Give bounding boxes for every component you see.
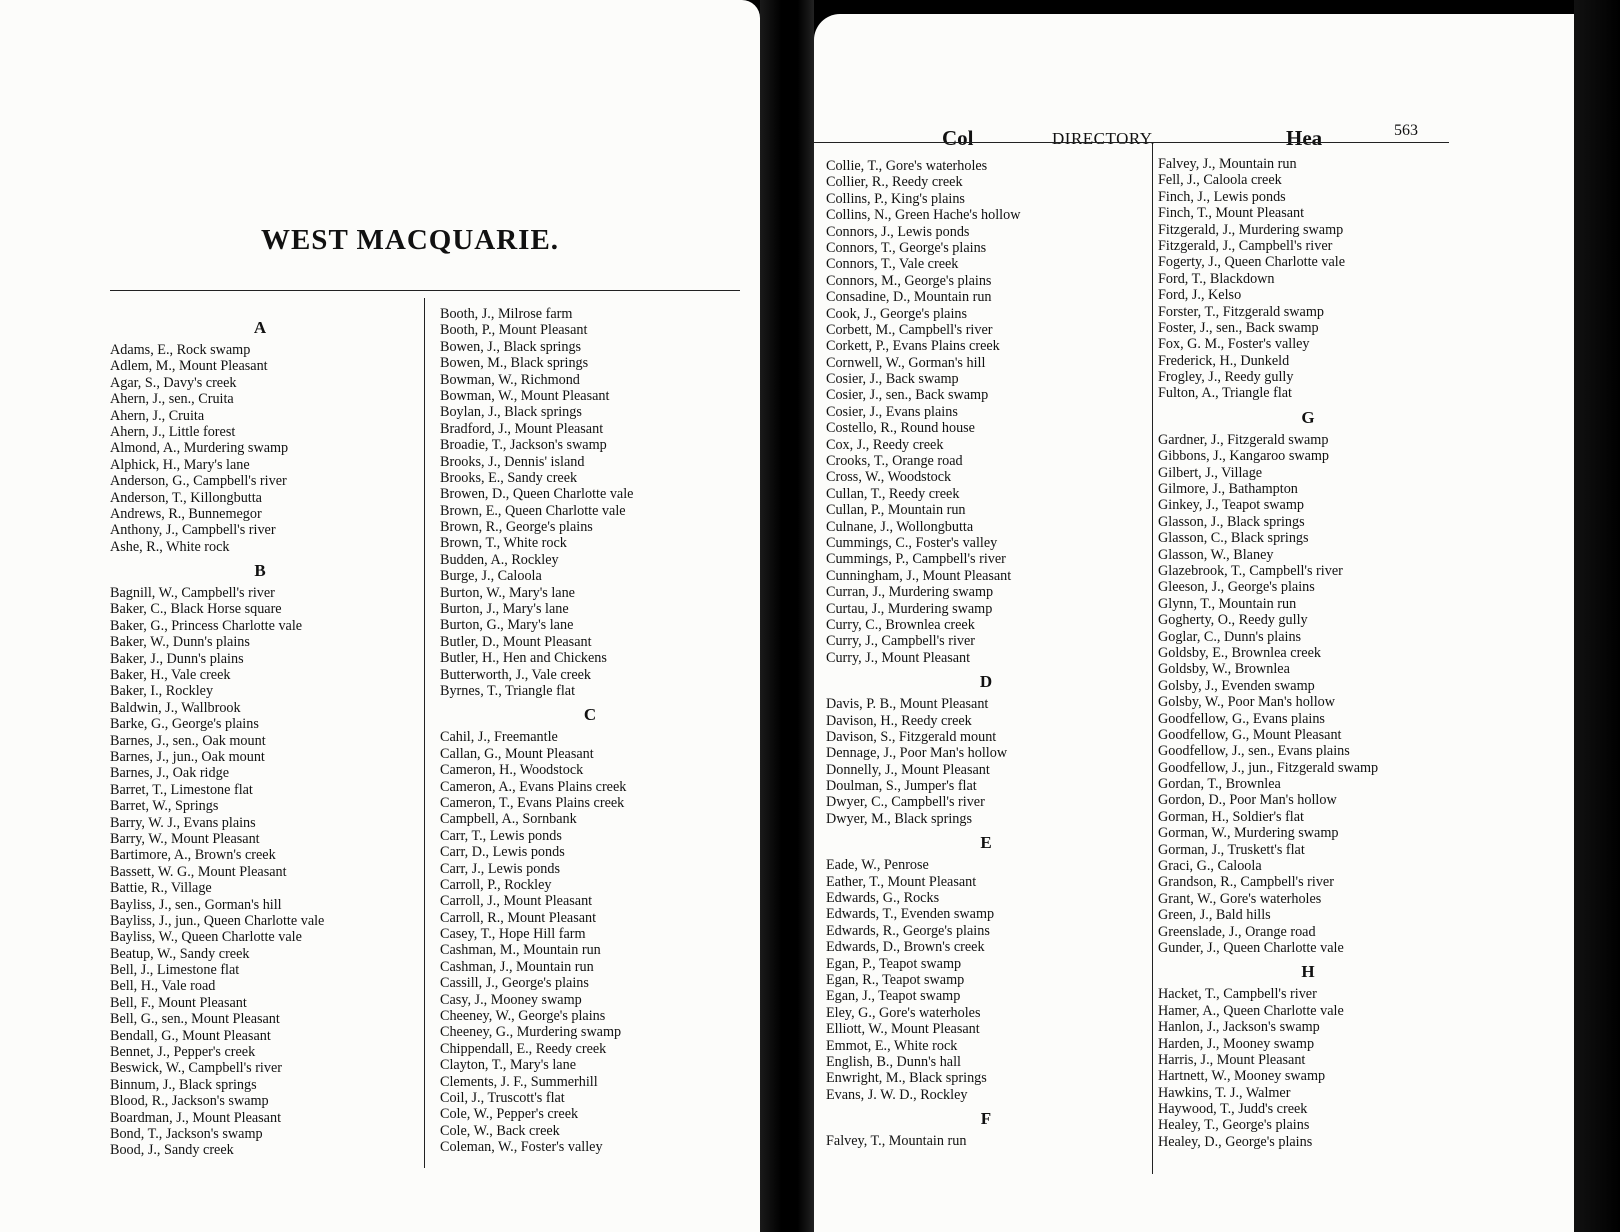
directory-entry: Burton, J., Mary's lane [440,601,569,618]
directory-entry: Blood, R., Jackson's swamp [110,1093,269,1110]
directory-entry: Emmot, E., White rock [826,1037,958,1054]
directory-entry: Bell, F., Mount Pleasant [110,994,247,1011]
directory-entry: Harden, J., Mooney swamp [1158,1035,1315,1052]
directory-entry: Green, J., Bald hills [1158,907,1271,924]
section-letter: C [583,705,597,725]
directory-entry: Barke, G., George's plains [110,716,259,733]
directory-entry: Adlem, M., Mount Pleasant [110,358,268,375]
directory-entry: Costello, R., Round house [826,420,975,437]
directory-entry: Healey, T., George's plains [1158,1117,1310,1134]
directory-entry: Carr, D., Lewis ponds [440,844,565,861]
directory-entry: Fitzgerald, J., Campbell's river [1158,237,1333,254]
directory-entry: Fogerty, J., Queen Charlotte vale [1158,254,1346,271]
directory-entry: English, B., Dunn's hall [826,1053,961,1070]
directory-entry: Callan, G., Mount Pleasant [440,745,594,762]
directory-entry: Baker, C., Black Horse square [110,601,282,618]
directory-entry: Egan, R., Teapot swamp [826,971,965,988]
directory-entry: Gorman, J., Truskett's flat [1158,841,1305,858]
directory-entry: Donnelly, J., Mount Pleasant [826,761,990,778]
directory-entry: Andrews, R., Bunnemegor [110,505,262,522]
directory-entry: Curran, J., Murdering swamp [826,584,994,601]
directory-entry: Eley, G., Gore's waterholes [826,1004,981,1021]
directory-entry: Bell, G., sen., Mount Pleasant [110,1011,280,1028]
directory-entry: Cosier, J., Back swamp [826,371,959,388]
directory-entry: Egan, P., Teapot swamp [826,955,962,972]
section-letter: F [980,1109,992,1129]
directory-entry: Glasson, W., Blaney [1158,546,1274,563]
directory-entry: Ahern, J., Cruita [110,407,205,424]
directory-entry: Bayliss, J., sen., Gorman's hill [110,896,282,913]
directory-entry: Fulton, A., Triangle flat [1158,385,1293,402]
directory-entry: Golsby, J., Evenden swamp [1158,677,1315,694]
section-letter: A [253,318,267,337]
directory-entry: Gardner, J., Fitzgerald swamp [1158,431,1329,448]
directory-entry: Cox, J., Reedy creek [826,436,944,453]
directory-entry: Eade, W., Penrose [826,857,929,874]
directory-entry: Browen, D., Queen Charlotte vale [440,486,634,503]
directory-entry: Burton, G., Mary's lane [440,617,574,634]
directory-entry: Baker, W., Dunn's plains [110,634,250,651]
directory-entry: Byrnes, T., Triangle flat [440,682,576,699]
directory-entry: Cashman, J., Mountain run [440,958,594,975]
directory-entry: Egan, J., Teapot swamp [826,988,961,1005]
directory-entry: Binnum, J., Black springs [110,1076,257,1093]
directory-entry: Bell, H., Vale road [110,978,216,995]
directory-entry: Gilmore, J., Bathampton [1158,481,1298,498]
directory-entry: Baldwin, J., Wallbrook [110,699,241,716]
directory-entry: Glazebrook, T., Campbell's river [1158,562,1343,579]
directory-entry: Bagnill, W., Campbell's river [110,585,275,602]
directory-entry: Adams, E., Rock swamp [110,342,251,358]
directory-entry: Frogley, J., Reedy gully [1158,369,1294,386]
directory-entry: Cullan, T., Reedy creek [826,485,960,502]
directory-entry: Cummings, P., Campbell's river [826,551,1006,568]
section-letter: D [979,672,993,692]
directory-entry: Baker, I., Rockley [110,683,214,700]
directory-column-right-2 [1158,156,1458,1150]
directory-entry: Gunder, J., Queen Charlotte vale [1158,939,1344,956]
directory-entry: Enwright, M., Black springs [826,1070,987,1087]
directory-entry: Bayliss, W., Queen Charlotte vale [110,929,302,946]
directory-entry: Curry, J., Mount Pleasant [826,649,971,666]
directory-entry: Cheeney, G., Murdering swamp [440,1024,622,1041]
directory-entry: Glasson, C., Black springs [1158,530,1309,547]
directory-entry: Davison, S., Fitzgerald mount [826,728,997,745]
directory-entry: Barnes, J., jun., Oak mount [110,748,265,765]
directory-entry: Barnes, J., Oak ridge [110,765,229,782]
section-letter: E [980,833,992,853]
directory-entry: Cook, J., George's plains [826,305,968,322]
directory-entry: Cunningham, J., Mount Pleasant [826,567,1012,584]
directory-entry: Bennet, J., Pepper's creek [110,1044,256,1061]
directory-entry: Glynn, T., Mountain run [1158,595,1297,612]
directory-entry: Beatup, W., Sandy creek [110,945,250,962]
directory-entry: Dwyer, M., Black springs [826,810,973,827]
directory-entry: Carroll, R., Mount Pleasant [440,909,597,926]
directory-entry: Anthony, J., Campbell's river [110,522,276,539]
directory-entry: Crooks, T., Orange road [826,453,963,470]
directory-entry: Butler, H., Hen and Chickens [440,650,607,667]
directory-entry: Finch, T., Mount Pleasant [1158,205,1305,222]
directory-entry: Grant, W., Gore's waterholes [1158,890,1322,907]
section-letter: G [1301,407,1315,427]
running-head-left: Col [942,126,974,150]
book-spine [760,0,814,1232]
directory-entry: Agar, S., Davy's creek [110,374,237,391]
directory-entry: Booth, P., Mount Pleasant [440,322,588,339]
directory-column-right-1 [826,158,1146,1149]
directory-entry: Clayton, T., Mary's lane [440,1057,576,1074]
directory-entry: Goldsby, E., Brownlea creek [1158,644,1321,661]
directory-entry: Golsby, W., Poor Man's hollow [1158,694,1336,711]
directory-entry: Ginkey, J., Teapot swamp [1158,497,1304,514]
directory-entry: Gibbons, J., Kangaroo swamp [1158,448,1330,465]
directory-entry: Barry, W. J., Evans plains [110,814,256,831]
directory-entry: Hamer, A., Queen Charlotte vale [1158,1002,1344,1019]
directory-entry: Ahern, J., sen., Cruita [110,391,234,408]
directory-entry: Butterworth, J., Vale creek [440,666,592,683]
directory-entry: Baker, J., Dunn's plains [110,650,244,667]
directory-entry: Collins, P., King's plains [826,190,965,207]
directory-entry: Brown, E., Queen Charlotte vale [440,502,626,519]
page-number: 563 [1394,122,1418,139]
directory-entry: Booth, J., Milrose farm [440,306,573,322]
directory-entry: Brown, R., George's plains [440,519,593,536]
column-divider [424,298,425,1168]
directory-entry: Bendall, G., Mount Pleasant [110,1027,271,1044]
left-page [0,0,760,1232]
directory-entry: Fitzgerald, J., Murdering swamp [1158,221,1344,238]
section-letter: B [254,561,266,581]
directory-entry: Goldsby, W., Brownlea [1158,661,1290,678]
directory-entry: Davison, H., Reedy creek [826,712,972,729]
directory-entry: Cole, W., Back creek [440,1122,560,1139]
directory-entry: Cahil, J., Freemantle [440,729,558,746]
directory-entry: Edwards, T., Evenden swamp [826,906,995,923]
directory-entry: Culnane, J., Wollongbutta [826,518,974,535]
directory-entry: Baker, H., Vale creek [110,667,231,684]
directory-entry: Campbell, A., Sornbank [440,811,577,828]
directory-entry: Beswick, W., Campbell's river [110,1060,282,1077]
directory-entry: Gilbert, J., Village [1158,464,1263,481]
directory-entry: Goodfellow, J., jun., Fitzgerald swamp [1158,759,1379,776]
directory-entry: Connors, T., Vale creek [826,256,959,273]
directory-entry: Forster, T., Fitzgerald swamp [1158,303,1324,320]
directory-entry: Cullan, P., Mountain run [826,502,966,519]
directory-entry: Ford, T., Blackdown [1158,270,1275,287]
directory-entry: Cameron, H., Woodstock [440,762,584,779]
directory-entry: Cashman, M., Mountain run [440,942,601,959]
directory-entry: Evans, J. W. D., Rockley [826,1086,968,1103]
directory-entry: Fell, J., Caloola creek [1158,172,1282,189]
directory-entry: Consadine, D., Mountain run [826,289,992,306]
directory-entry: Foster, J., sen., Back swamp [1158,319,1319,336]
directory-entry: Harris, J., Mount Pleasant [1158,1051,1306,1068]
directory-entry: Carr, J., Lewis ponds [440,860,561,877]
directory-entry: Bowman, W., Mount Pleasant [440,387,610,404]
directory-entry: Goglar, C., Dunn's plains [1158,628,1302,645]
directory-entry: Bond, T., Jackson's swamp [110,1125,263,1142]
directory-entry: Connors, T., George's plains [826,239,987,256]
directory-entry: Curry, C., Brownlea creek [826,616,975,633]
directory-entry: Edwards, D., Brown's creek [826,939,985,956]
directory-entry: Almond, A., Murdering swamp [110,440,289,457]
directory-entry: Gleeson, J., George's plains [1158,579,1315,596]
directory-entry: Alphick, H., Mary's lane [110,456,250,473]
right-page [814,14,1574,1232]
directory-entry: Corkett, P., Evans Plains creek [826,338,1000,355]
directory-entry: Edwards, R., George's plains [826,922,990,939]
directory-entry: Anderson, T., Killongbutta [110,489,262,506]
directory-entry: Collins, N., Green Hache's hollow [826,207,1021,224]
section-letter: H [1301,962,1315,982]
directory-entry: Bassett, W. G., Mount Pleasant [110,863,287,880]
directory-entry: Hawkins, T. J., Walmer [1158,1084,1291,1101]
directory-entry: Dennage, J., Poor Man's hollow [826,745,1008,762]
directory-entry: Ford, J., Kelso [1158,287,1242,304]
directory-entry: Budden, A., Rockley [440,551,559,568]
directory-entry: Elliott, W., Mount Pleasant [826,1021,980,1038]
directory-entry: Barnes, J., sen., Oak mount [110,732,266,749]
directory-entry: Cameron, A., Evans Plains creek [440,778,627,795]
directory-entry: Bayliss, J., jun., Queen Charlotte vale [110,912,325,929]
directory-entry: Cosier, J., Evans plains [826,403,958,420]
directory-entry: Connors, J., Lewis ponds [826,223,970,240]
directory-entry: Boardman, J., Mount Pleasant [110,1109,282,1126]
header-rule [814,142,1449,143]
directory-entry: Falvey, T., Mountain run [826,1133,967,1150]
directory-entry: Glasson, J., Black springs [1158,513,1305,530]
directory-entry: Corbett, M., Campbell's river [826,321,993,338]
directory-entry: Hacket, T., Campbell's river [1158,986,1317,1003]
directory-entry: Gogherty, O., Reedy gully [1158,612,1308,629]
directory-entry: Bradford, J., Mount Pleasant [440,420,604,437]
directory-entry: Casey, T., Hope Hill farm [440,926,586,943]
directory-entry: Brooks, E., Sandy creek [440,469,578,486]
title-rule [110,290,740,291]
directory-entry: Edwards, G., Rocks [826,890,940,907]
directory-entry: Hartnett, W., Mooney swamp [1158,1068,1326,1085]
directory-entry: Carroll, P., Rockley [440,876,552,893]
directory-entry: Davis, P. B., Mount Pleasant [826,696,989,713]
directory-entry: Coleman, W., Foster's valley [440,1139,603,1156]
directory-entry: Fox, G. M., Foster's valley [1158,336,1310,353]
directory-column-left-1 [110,318,410,1159]
directory-entry: Gordan, T., Brownlea [1158,776,1281,793]
directory-entry: Carr, T., Lewis ponds [440,827,562,844]
directory-entry: Barry, W., Mount Pleasant [110,830,260,847]
directory-entry: Curtau, J., Murdering swamp [826,600,993,617]
directory-entry: Doulman, S., Jumper's flat [826,778,977,795]
directory-entry: Falvey, J., Mountain run [1158,156,1297,172]
directory-entry: Barret, T., Limestone flat [110,781,253,798]
directory-entry: Collier, R., Reedy creek [826,174,963,191]
directory-entry: Eather, T., Mount Pleasant [826,873,977,890]
directory-entry: Goodfellow, G., Mount Pleasant [1158,726,1342,743]
directory-entry: Chippendall, E., Reedy creek [440,1040,607,1057]
directory-entry: Greenslade, J., Orange road [1158,923,1316,940]
running-head-center: DIRECTORY. [1052,129,1156,148]
directory-entry: Butler, D., Mount Pleasant [440,633,592,650]
directory-entry: Curry, J., Campbell's river [826,633,976,650]
directory-entry: Bell, J., Limestone flat [110,962,240,979]
directory-entry: Gorman, W., Murdering swamp [1158,825,1339,842]
page-edge [1574,0,1620,1232]
directory-entry: Grandson, R., Campbell's river [1158,874,1334,891]
directory-entry: Bowen, M., Black springs [440,355,589,372]
directory-entry: Cosier, J., sen., Back swamp [826,387,989,404]
directory-entry: Ashe, R., White rock [110,538,230,555]
directory-entry: Barret, W., Springs [110,798,219,815]
directory-entry: Healey, D., George's plains [1158,1133,1313,1150]
directory-entry: Anderson, G., Campbell's river [110,473,287,490]
directory-entry: Brown, T., White rock [440,535,567,552]
directory-entry: Brooks, J., Dennis' island [440,453,585,470]
directory-entry: Bartimore, A., Brown's creek [110,847,276,864]
directory-entry: Burge, J., Caloola [440,568,542,585]
directory-entry: Cornwell, W., Gorman's hill [826,354,986,371]
directory-entry: Cassill, J., George's plains [440,975,589,992]
directory-entry: Finch, J., Lewis ponds [1158,188,1286,205]
directory-entry: Cummings, C., Foster's valley [826,534,998,551]
directory-entry: Cross, W., Woodstock [826,469,952,486]
directory-entry: Goodfellow, G., Evans plains [1158,710,1325,727]
directory-entry: Coil, J., Truscott's flat [440,1089,565,1106]
directory-entry: Broadie, T., Jackson's swamp [440,437,607,454]
directory-entry: Haywood, T., Judd's creek [1158,1101,1308,1118]
directory-entry: Cameron, T., Evans Plains creek [440,794,625,811]
directory-entry: Carroll, J., Mount Pleasant [440,893,593,910]
directory-entry: Battie, R., Village [110,880,212,897]
directory-entry: Bowman, W., Richmond [440,371,580,388]
column-divider [1152,144,1153,1174]
directory-entry: Cheeney, W., George's plains [440,1008,606,1025]
directory-entry: Goodfellow, J., sen., Evans plains [1158,743,1350,760]
directory-entry: Clements, J. F., Summerhill [440,1073,598,1090]
directory-entry: Frederick, H., Dunkeld [1158,352,1290,369]
directory-entry: Cole, W., Pepper's creek [440,1106,579,1123]
directory-entry: Graci, G., Caloola [1158,858,1262,875]
directory-entry: Gordon, D., Poor Man's hollow [1158,792,1337,809]
directory-entry: Casy, J., Mooney swamp [440,991,582,1008]
directory-column-left-2 [440,306,740,1156]
directory-entry: Bood, J., Sandy creek [110,1142,234,1159]
directory-entry: Burton, W., Mary's lane [440,584,575,601]
directory-entry: Baker, G., Princess Charlotte vale [110,617,303,634]
page-title: WEST MACQUARIE. [260,224,560,256]
directory-entry: Collie, T., Gore's waterholes [826,158,988,174]
directory-entry: Ahern, J., Little forest [110,423,236,440]
directory-entry: Dwyer, C., Campbell's river [826,794,985,811]
directory-entry: Gorman, H., Soldier's flat [1158,808,1304,825]
directory-entry: Boylan, J., Black springs [440,404,582,421]
running-head-right: Hea [1286,126,1323,150]
directory-entry: Connors, M., George's plains [826,272,992,289]
directory-entry: Bowen, J., Black springs [440,338,582,355]
directory-entry: Hanlon, J., Jackson's swamp [1158,1019,1320,1036]
